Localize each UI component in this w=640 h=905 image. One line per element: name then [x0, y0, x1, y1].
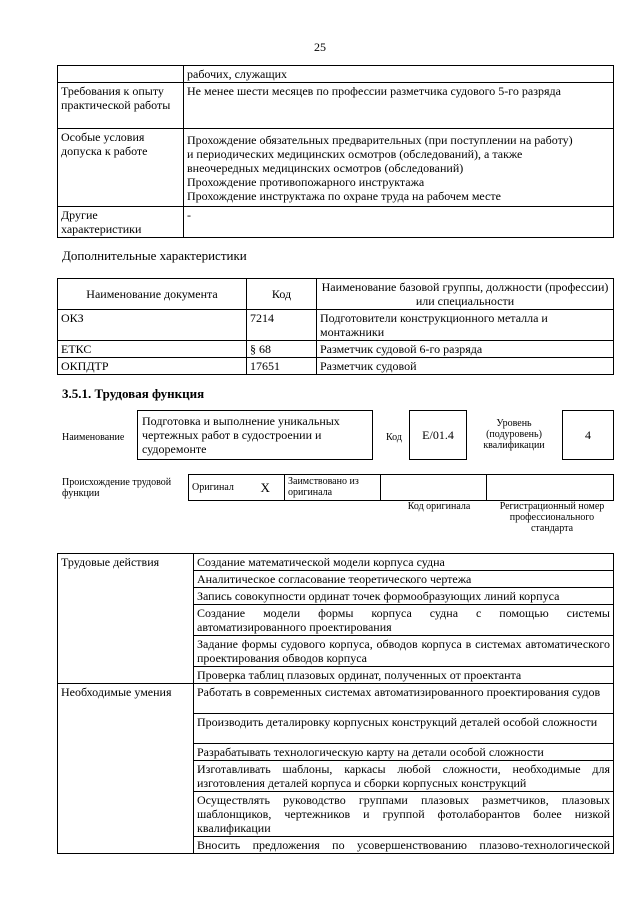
list-item: Вносить предложения по усовершенствованию плазово-технологической	[194, 837, 614, 854]
list-item: Создание модели формы корпуса судна с помощью системы автоматизированного проектирования	[194, 605, 614, 636]
table-row	[58, 341, 614, 358]
code-box: E/01.4	[409, 410, 467, 460]
level-box: 4	[562, 410, 614, 460]
table-cell: ОКЗ	[58, 310, 247, 341]
additional-heading: Дополнительные характеристики	[62, 248, 247, 263]
list-item: Производить деталировку корпусных конструкций деталей особой сложности	[194, 714, 614, 744]
table-row	[189, 475, 614, 501]
table-cell: Разметчик судовой 6-го разряда	[317, 341, 614, 358]
table-cell: § 68	[247, 341, 317, 358]
page-number: 25	[314, 40, 326, 54]
list-item: Осуществлять руководство группами плазовых разметчиков, плазовых шаблонщиков, чертежников и группой фотолаборантов более низкой квалификации	[194, 792, 614, 837]
reg-number-caption: Регистрационный номер профессионального стандарта	[499, 501, 605, 534]
function-table	[57, 553, 614, 854]
table-header-cell: Наименование документа	[58, 279, 247, 310]
table-cell: 17651	[247, 358, 317, 375]
function-heading: 3.5.1. Трудовая функция	[62, 386, 205, 401]
borrowed-cell: Заимствовано из оригинала	[285, 475, 381, 501]
table-row	[58, 554, 614, 571]
additional-table	[57, 278, 614, 375]
table-cell: Разметчик судовой	[317, 358, 614, 375]
code-label: Код	[386, 432, 402, 443]
table-cell: ОКПДТР	[58, 358, 247, 375]
list-item: Изготавливать шаблоны, каркасы любой сложности, необходимые для изготовления деталей корпуса и сборки корпусных конструкций	[194, 761, 614, 792]
list-item: Аналитическое согласование теоретического чертежа	[194, 571, 614, 588]
table-row	[58, 207, 614, 238]
table-cell: -	[184, 207, 614, 238]
table-row	[58, 66, 614, 83]
table-cell: Требования к опыту практической работы	[58, 83, 184, 129]
table-row	[58, 684, 614, 714]
text-line: Прохождение обязательных предварительных (при поступлении на работу)	[187, 133, 573, 147]
table-cell: Не менее шести месяцев по профессии разметчика судового 5-го разряда	[184, 83, 614, 129]
level-label: Уровень (подуровень) квалификации	[483, 418, 545, 451]
table-cell: 7214	[247, 310, 317, 341]
original-cell: Оригинал	[189, 475, 247, 501]
name-label: Наименование	[62, 432, 125, 443]
reg-number-cell	[487, 475, 614, 501]
text-line: Прохождение противопожарного инструктажа	[187, 175, 425, 189]
table-row	[58, 358, 614, 375]
actions-label: Трудовые действия	[58, 554, 194, 684]
origin-label: Происхождение трудовой функции	[62, 477, 172, 499]
table-row	[58, 83, 614, 129]
table-cell: Подготовители конструкционного металла и монтажники	[317, 310, 614, 341]
requirements-table	[57, 65, 614, 238]
list-item: Работать в современных системах автоматизированного проектирования судов	[194, 684, 614, 714]
list-item: Проверка таблиц плазовых ординат, полученных от проектанта	[194, 667, 614, 684]
code-original-cell	[381, 475, 487, 501]
table-cell: рабочих, служащих	[184, 66, 614, 83]
table-cell: Особые условия допуска к работе	[58, 129, 184, 207]
list-item: Запись совокупности ординат точек формообразующих линий корпуса	[194, 588, 614, 605]
list-item: Создание математической модели корпуса судна	[194, 554, 614, 571]
function-name-box: Подготовка и выполнение уникальных чертежных работ в судостроении и судоремонте	[137, 410, 373, 460]
original-mark: X	[247, 475, 285, 501]
table-header-cell: Код	[247, 279, 317, 310]
table-row	[58, 279, 614, 310]
table-cell: ЕТКС	[58, 341, 247, 358]
origin-table	[188, 474, 614, 501]
list-item: Задание формы судового корпуса, обводов корпуса в системах автоматического проектирования обводов корпуса	[194, 636, 614, 667]
table-cell	[184, 129, 614, 207]
table-row	[58, 310, 614, 341]
table-cell: Другие характеристики	[58, 207, 184, 238]
code-original-caption: Код оригинала	[407, 501, 471, 512]
list-item: Разрабатывать технологическую карту на детали особой сложности	[194, 744, 614, 761]
skills-label: Необходимые умения	[58, 684, 194, 854]
table-row	[58, 129, 614, 207]
text-line: внеочередных медицинских осмотров (обследований)	[187, 161, 464, 175]
text-line: Прохождение инструктажа по охране труда на рабочем месте	[187, 189, 501, 203]
table-header-cell: Наименование базовой группы, должности (профессии) или специальности	[317, 279, 614, 310]
text-line: и периодических медицинских осмотров (обследований), а также	[187, 147, 523, 161]
table-cell	[58, 66, 184, 83]
